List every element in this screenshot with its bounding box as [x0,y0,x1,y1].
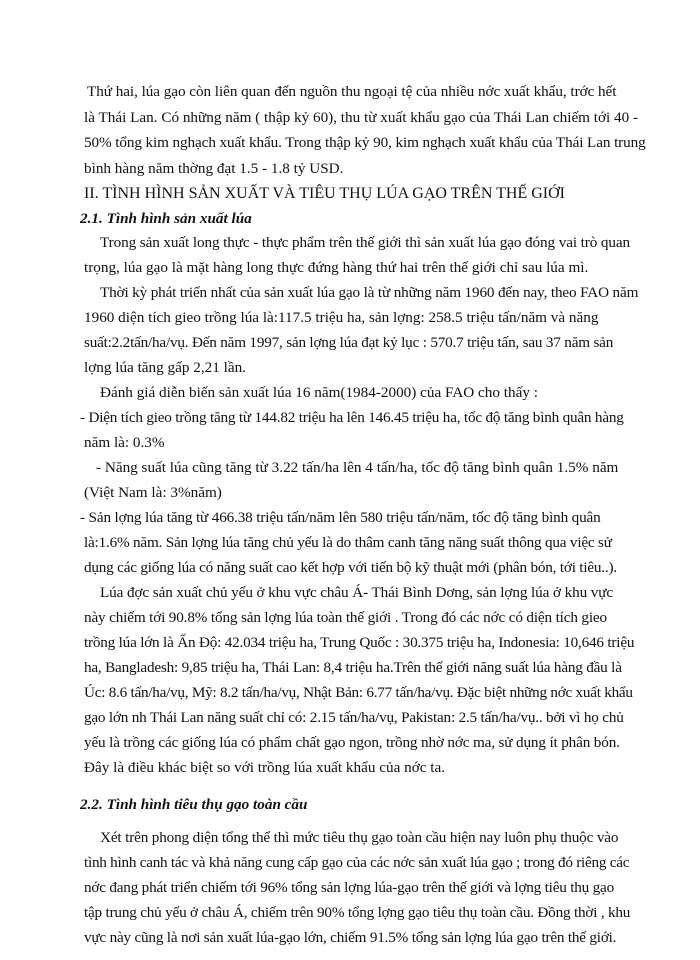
paragraph-line: Úc: 8.6 tấn/ha/vụ, Mỹ: 8.2 tấn/ha/vụ, Nhật Bản: 6.77 tấn/ha/vụ. Đặc biệt những nớc xuất khẩu [84,684,633,701]
paragraph-line: ha, Bangladesh: 9,85 triệu ha, Thái Lan: 8,4 triệu ha.Trên thế giới năng suất lúa hàng đầu là [84,659,622,676]
subsection-heading: 2.2. Tình hình tiêu thụ gạo toàn cầu [80,796,308,813]
paragraph-line: trọng, lúa gạo là mặt hàng long thực đứng hàng thứ hai trên thế giới chỉ sau lúa mì. [84,259,589,276]
paragraph-line: trồng lúa lớn là Ấn Độ: 42.034 triệu ha, Trung Quốc : 30.375 triệu ha, Indonesia: 10,646 triệu [84,634,635,651]
paragraph-line: này chiếm tới 90.8% tổng sản lợng lúa toàn thế giới . Trong đó các nớc có diện tích gieo [84,609,607,626]
paragraph-line: là Thái Lan. Có những năm ( thập kỷ 60), thu từ xuất khẩu gạo của Thái Lan chiếm tới 40 - [84,109,639,126]
paragraph-line: 50% tổng kim nghạch xuất khẩu. Trong thập kỷ 90, kim nghạch xuất khẩu của Thái Lan trung [84,134,646,151]
paragraph-line: nớc đang phát triển chiếm tới 96% tổng sản lợng lúa-gạo trên thế giới và lợng tiêu thụ gạo [84,879,614,896]
paragraph-line: tình hình canh tác và khả năng cung cấp gạo của các nớc sản xuất lúa gạo ; trong đó riêng các [84,854,630,871]
paragraph-line: - Năng suất lúa cũng tăng từ 3.22 tấn/ha lên 4 tấn/ha, tốc độ tăng bình quân 1.5% năm [96,459,619,476]
paragraph-line: tập trung chủ yếu ở châu Á, chiếm trên 90% tổng lợng gạo tiêu thụ toàn cầu. Đồng thời , khu [84,904,631,921]
paragraph-line: là:1.6% năm. Sản lợng lúa tăng chủ yếu là do thâm canh tăng năng suất thông qua việc sử [84,534,612,551]
paragraph-line: Lúa đợc sản xuất chủ yếu ở khu vực châu Á- Thái Bình Dơng, sản lợng lúa ở khu vực [100,584,614,601]
paragraph-line: năm là: 0.3% [84,434,165,451]
paragraph-line: Đây là điều khác biệt so với trồng lúa xuất khẩu của nớc ta. [84,759,446,776]
paragraph-line: - Sản lợng lúa tăng từ 466.38 triệu tấn/năm lên 580 triệu tấn/năm, tốc độ tăng bình quân [80,509,601,526]
paragraph-line: dụng các giống lúa có năng suất cao kết hợp với tiến bộ kỹ thuật mới (phân bón, tới tiêu..). [84,559,617,576]
paragraph-line: lợng lúa tăng gấp 2,21 lần. [84,359,246,376]
paragraph-line: 1960 diện tích gieo trồng lúa là:117.5 triệu ha, sản lợng: 258.5 triệu tấn/năm và năng [84,309,599,326]
paragraph-line: suất:2.2tấn/ha/vụ. Đến năm 1997, sản lợng lúa đạt kỷ lục : 570.7 triệu tấn, sau 37 năm sản [84,334,614,351]
paragraph-line: Xét trên phong diện tổng thể thì mức tiêu thụ gạo toàn cầu hiện nay luôn phụ thuộc vào [100,829,619,846]
paragraph-line: - Diện tích gieo trồng tăng từ 144.82 triệu ha lên 146.45 triệu ha, tốc độ tăng bình quân hàng [80,409,624,426]
paragraph-line: yếu là trồng các giống lúa có phẩm chất gạo ngon, trồng nhờ nớc ma, sử dụng ít phân bón. [84,734,620,751]
paragraph-line: Thời kỳ phát triển nhất của sản xuất lúa gạo là từ những năm 1960 đến nay, theo FAO năm [100,284,639,301]
paragraph-line: gạo lớn nh Thái Lan năng suất chỉ có: 2.15 tấn/ha/vụ, Pakistan: 2.5 tấn/ha/vụ.. bởi vì họ chủ [84,709,624,726]
paragraph-line: vực này cũng là nơi sản xuất lúa-gạo lớn, chiếm 91.5% tổng sản lợng lúa gạo trên thế giới. [84,929,617,946]
paragraph-line: Thứ hai, lúa gạo còn liên quan đến nguồn thu ngoại tệ của nhiều nớc xuất khẩu, trớc hết [87,83,617,100]
subsection-heading: 2.1. Tình hình sản xuất lúa [80,210,252,227]
page-number: 4 [349,950,351,951]
paragraph-line: bình hàng năm thờng đạt 1.5 - 1.8 tỷ USD. [84,160,344,177]
paragraph-line: Đánh giá diễn biến sản xuất lúa 16 năm(1984-2000) của FAO cho thấy : [100,384,538,401]
paragraph-line: (Việt Nam là: 3%năm) [84,484,222,501]
section-heading: II. TÌNH HÌNH SẢN XUẤT VÀ TIÊU THỤ LÚA GẠO TRÊN THẾ GIỚI [84,185,566,202]
paragraph-line: Trong sản xuất long thực - thực phẩm trên thế giới thì sản xuất lúa gạo đóng vai trò quan [100,234,631,251]
